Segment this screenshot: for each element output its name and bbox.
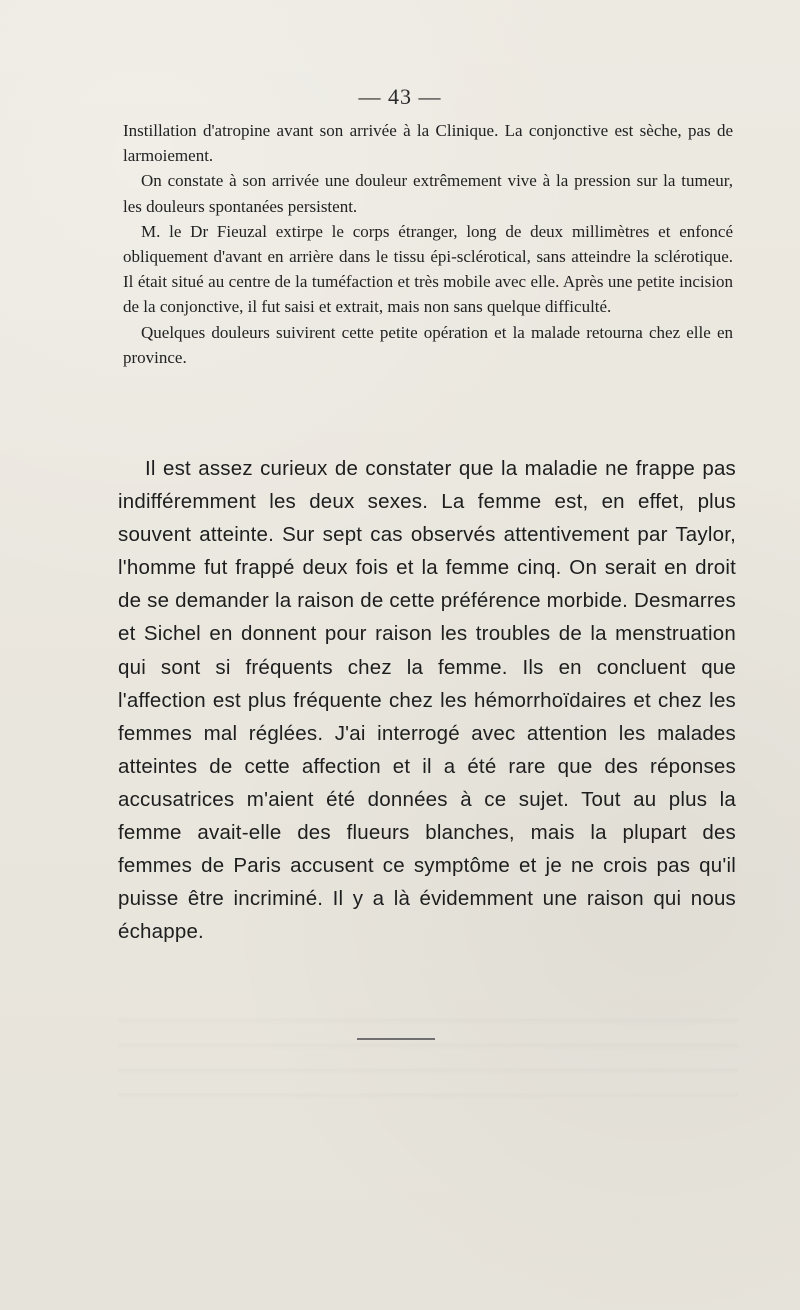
paragraph-1: Instillation d'atropine avant son arrivée à la Clinique. La conjonctive est sèche, pas de larmoiement. [123, 121, 733, 166]
paragraph-3: M. le Dr Fieuzal extirpe le corps étranger, long de deux millimètres et enfoncé obliquement d'avant en arrière dans le tissu épi-sclérotical, sans atteindre la sclérotique. Il était situé au centre de la tuméfaction et très mobile avec elle. Après une petite incision de la conjonctive, il fut saisi et extrait, mais non sans quelque difficulté. [123, 221, 733, 317]
paragraph-4: Quelques douleurs suivirent cette petite opération et la malade retourna chez elle en province. [123, 322, 733, 367]
page-number: — 43 — [358, 84, 442, 109]
paragraph-2: On constate à son arrivée une douleur extrêmement vive à la pression sur la tumeur, les douleurs spontanées persistent. [123, 171, 733, 216]
main-paragraph: Il est assez curieux de constater que la maladie ne frappe pas indifféremment les deux sexes. La femme est, en effet, plus souvent atteinte. Sur sept cas observés attentivement par Taylor, l'homme fut frappé deux fois et la femme cinq. On serait en droit de se demander la raison de cette préférence morbide. Desmarres et Sichel en donnent pour raison les troubles de la menstruation qui sont si fréquents chez la femme. Ils en concluent que l'affection est plus fréquente chez les hémorrhoïdaires et chez les femmes mal réglées. J'ai interrogé avec attention les malades atteintes de cette affection et il a été rare que des réponses accusatrices m'aient été données à ce sujet. Tout au plus la femme avait-elle des flueurs blanches, mais la plupart des femmes de Paris accusent ce symptôme et je ne crois pas qu'il puisse être incriminé. Il y a là évidemment une raison qui nous échappe. [118, 457, 736, 944]
main-text-block [118, 452, 736, 948]
bleed-through-text-shadow [118, 1000, 738, 1110]
section-divider [357, 1038, 435, 1040]
small-text-block [123, 118, 733, 370]
